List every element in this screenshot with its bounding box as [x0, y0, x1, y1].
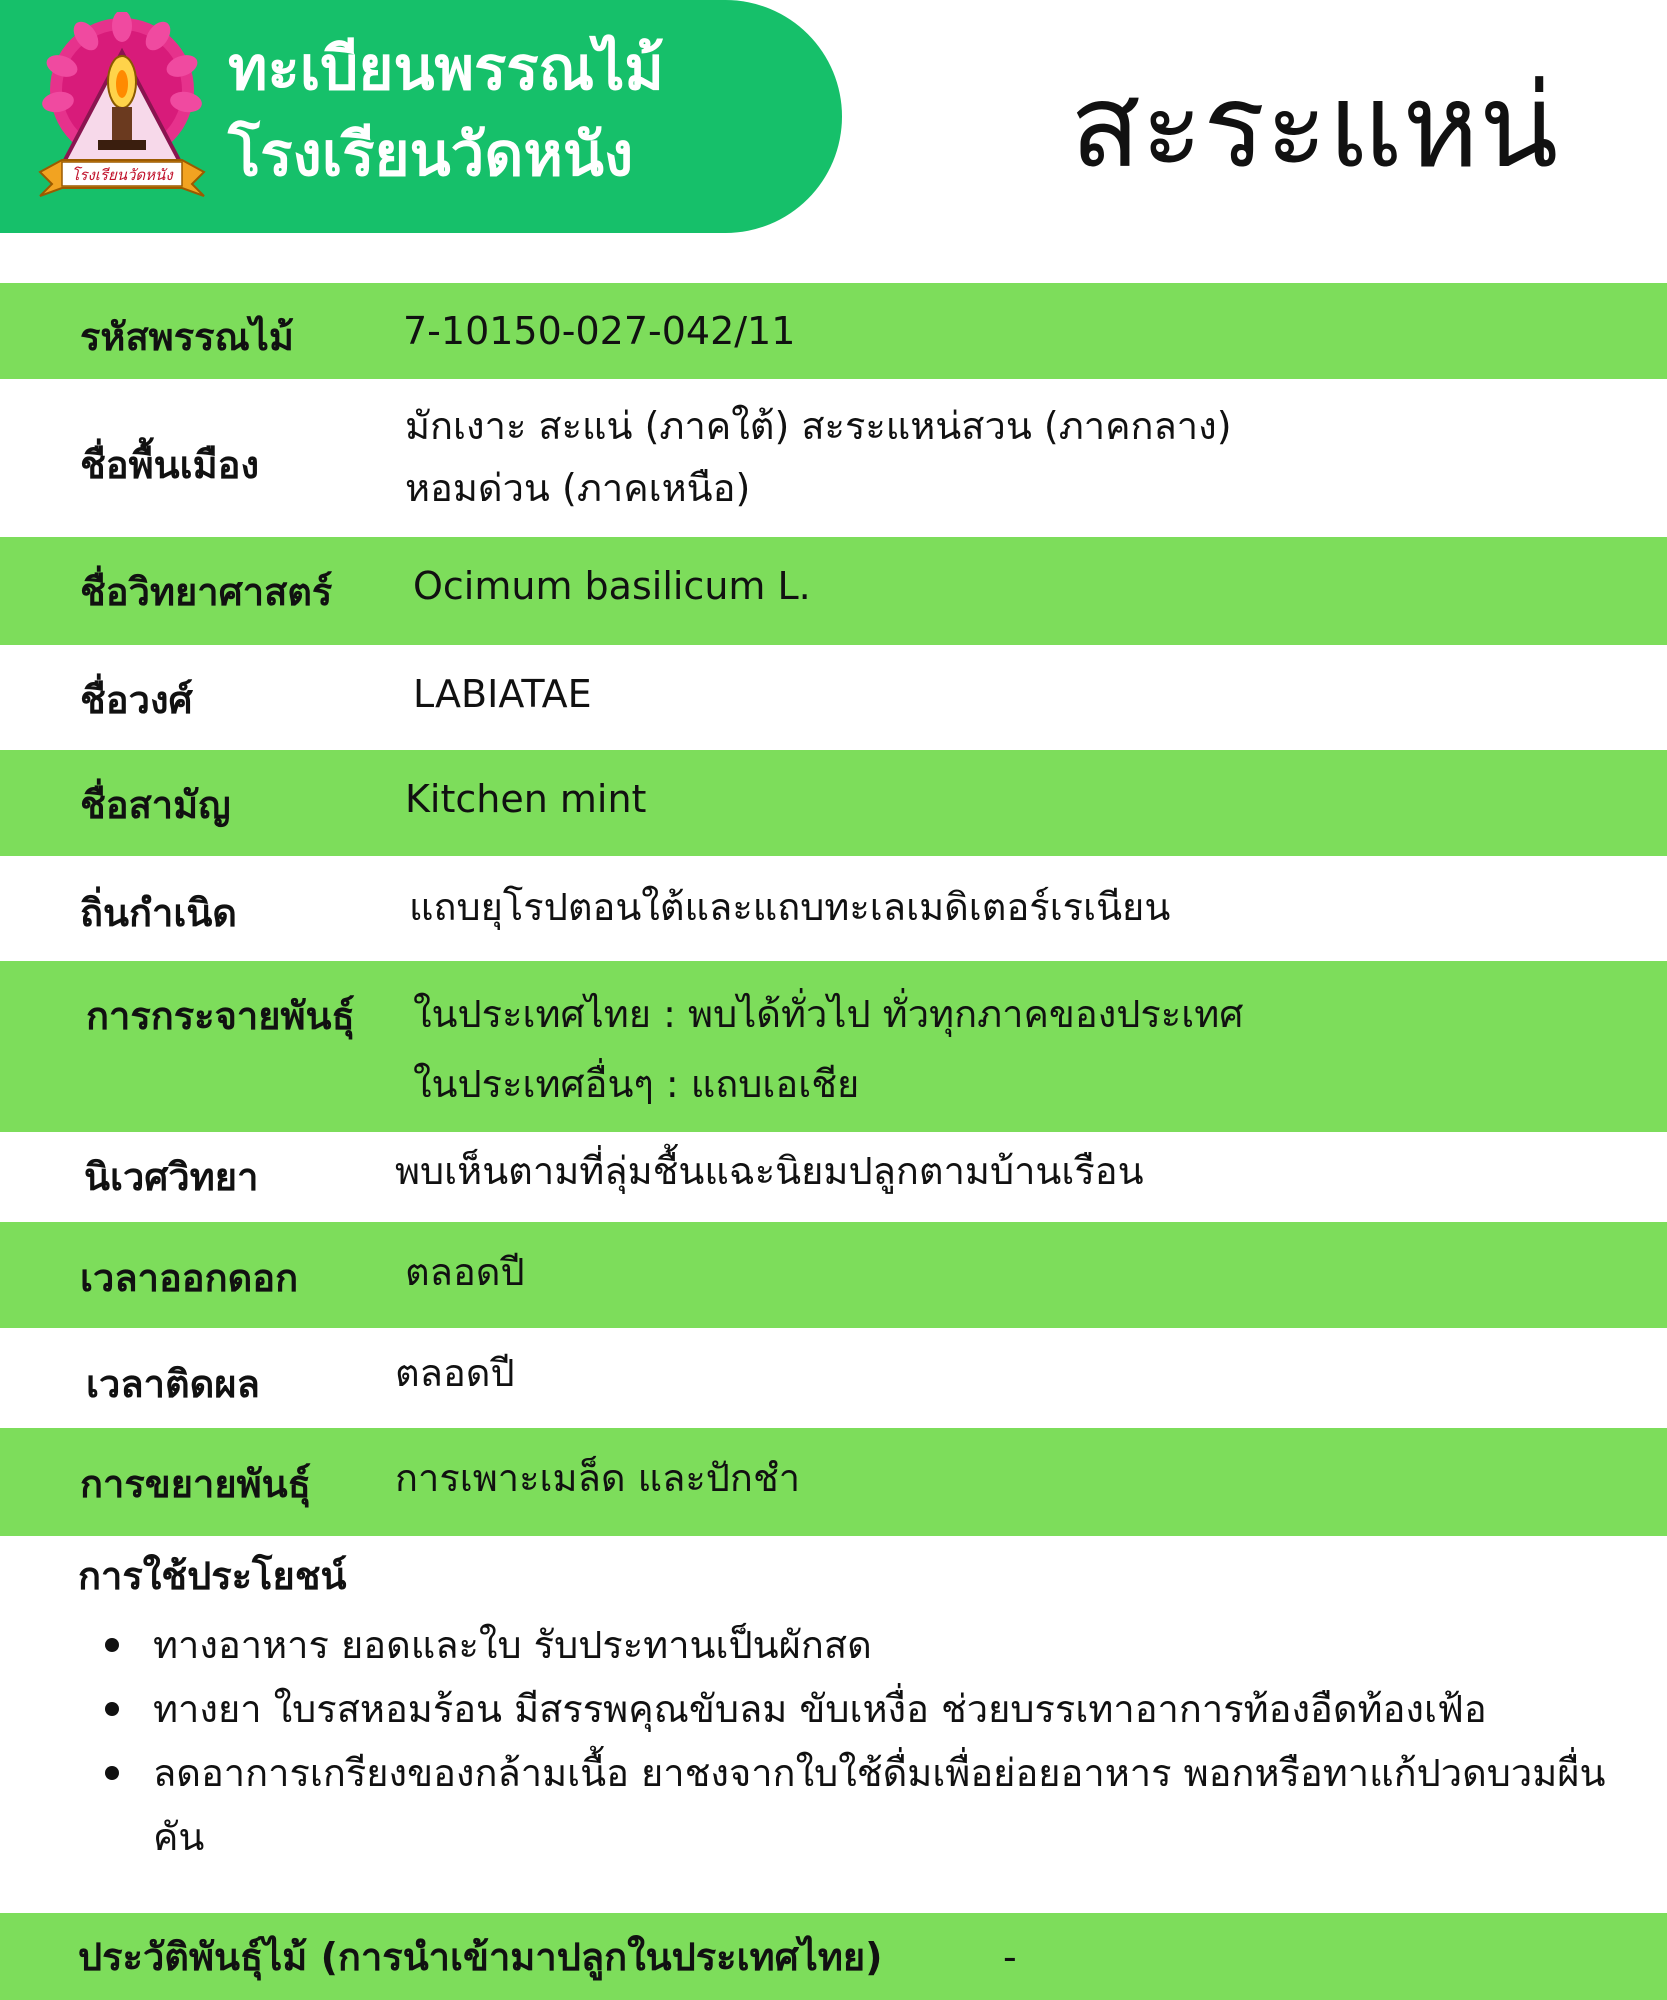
- row-label: รหัสพรรณไม้: [80, 315, 294, 359]
- bullet-icon: [105, 1702, 119, 1716]
- list-item: [105, 1613, 1635, 1677]
- row-local-name: [0, 379, 1667, 537]
- row-value: [405, 395, 1232, 519]
- row-label: การกระจายพันธุ์: [86, 994, 355, 1038]
- row-value-line: ในประเทศอื่นๆ : แถบเอเชีย: [413, 1062, 860, 1106]
- row-label: ถิ่นกำเนิด: [80, 891, 237, 935]
- row-value: [413, 555, 811, 617]
- row-value-line: Kitchen mint: [405, 777, 647, 821]
- row-value-line: Ocimum basilicum L.: [413, 564, 811, 608]
- row-value: [395, 1140, 1144, 1202]
- row-value-line: หอมด่วน (ภาคเหนือ): [405, 466, 751, 510]
- row-value-line: ในประเทศไทย : พบได้ทั่วไป ทั่วทุกภาคของประเทศ: [413, 992, 1244, 1036]
- row-origin: [0, 856, 1667, 961]
- row-value: [409, 876, 1170, 938]
- row-propagation: [0, 1428, 1667, 1536]
- benefit-text: ทางอาหาร ยอดและใบ รับประทานเป็นผักสด: [153, 1623, 872, 1667]
- row-value-line: ตลอดปี: [405, 1250, 525, 1294]
- header-title: [228, 26, 664, 198]
- list-item: [105, 1677, 1635, 1741]
- info-table: [0, 283, 1667, 1536]
- row-label: เวลาติดผล: [86, 1362, 260, 1406]
- row-fruiting-time: [0, 1328, 1667, 1428]
- row-flowering-time: [0, 1222, 1667, 1328]
- benefit-text: ทางยา ใบรสหอมร้อน มีสรรพคุณขับลม ขับเหงื่อ ช่วยบรรเทาอาการท้องอืดท้องเฟ้อ: [153, 1687, 1487, 1731]
- history-row: [0, 1913, 1667, 2000]
- list-item: [105, 1741, 1635, 1869]
- logo-ribbon-text: โรงเรียนวัดหนัง: [71, 166, 173, 184]
- row-value: [413, 979, 1243, 1119]
- benefit-text: ลดอาการเกรียงของกล้ามเนื้อ ยาชงจากใบใช้ดื่มเพื่อย่อยอาหาร พอกหรือทาแก้ปวดบวมผื่นคัน: [153, 1751, 1606, 1859]
- history-value: -: [1003, 1935, 1017, 1979]
- row-value-line: ตลอดปี: [395, 1351, 515, 1395]
- plant-name-title: สะระแหน่: [1070, 59, 1559, 194]
- row-plant-code: [0, 283, 1667, 379]
- school-logo: [32, 12, 212, 212]
- row-value-line: แถบยุโรปตอนใต้และแถบทะเลเมดิเตอร์เรเนียน: [409, 885, 1171, 929]
- row-value: [395, 1447, 800, 1509]
- row-label: การขยายพันธุ์: [80, 1462, 311, 1506]
- row-label: ชื่อพื้นเมือง: [80, 443, 260, 487]
- header-banner: [0, 0, 842, 233]
- header-title-line1: ทะเบียนพรรณไม้: [228, 34, 664, 104]
- row-value-line: มักเงาะ สะแน่ (ภาคใต้) สะระแหน่สวน (ภาคกลาง): [405, 404, 1232, 448]
- history-label: ประวัติพันธุ์ไม้ (การนำเข้ามาปลูกในประเทศไทย): [78, 1935, 883, 1979]
- row-label: ชื่อวิทยาศาสตร์: [80, 570, 333, 614]
- row-value-line: LABIATAE: [413, 672, 592, 716]
- row-common-name: [0, 750, 1667, 856]
- row-value: [405, 1241, 525, 1303]
- header-title-line2: โรงเรียนวัดหนัง: [228, 120, 634, 190]
- benefits-list: [105, 1613, 1635, 1869]
- bullet-icon: [105, 1638, 119, 1652]
- row-value: [403, 300, 795, 362]
- row-family-name: [0, 645, 1667, 750]
- row-distribution: [0, 961, 1667, 1132]
- row-ecology: [0, 1132, 1667, 1222]
- row-value-line: การเพาะเมล็ด และปักชำ: [395, 1456, 801, 1500]
- row-value-line: 7-10150-027-042/11: [403, 309, 796, 353]
- bullet-icon: [105, 1766, 119, 1780]
- row-label: ชื่อวงศ์: [80, 678, 193, 722]
- row-value: [395, 1342, 515, 1404]
- row-label: เวลาออกดอก: [80, 1256, 299, 1300]
- row-value-line: พบเห็นตามที่ลุ่มชื้นแฉะนิยมปลูกตามบ้านเรือน: [395, 1149, 1144, 1193]
- banner-ribbon-icon: [40, 160, 204, 196]
- row-scientific-name: [0, 537, 1667, 645]
- row-label: นิเวศวิทยา: [84, 1155, 259, 1199]
- benefits-title: การใช้ประโยชน์: [78, 1554, 347, 1598]
- row-value: [413, 663, 592, 725]
- row-value: [405, 768, 646, 830]
- row-label: ชื่อสามัญ: [80, 783, 231, 827]
